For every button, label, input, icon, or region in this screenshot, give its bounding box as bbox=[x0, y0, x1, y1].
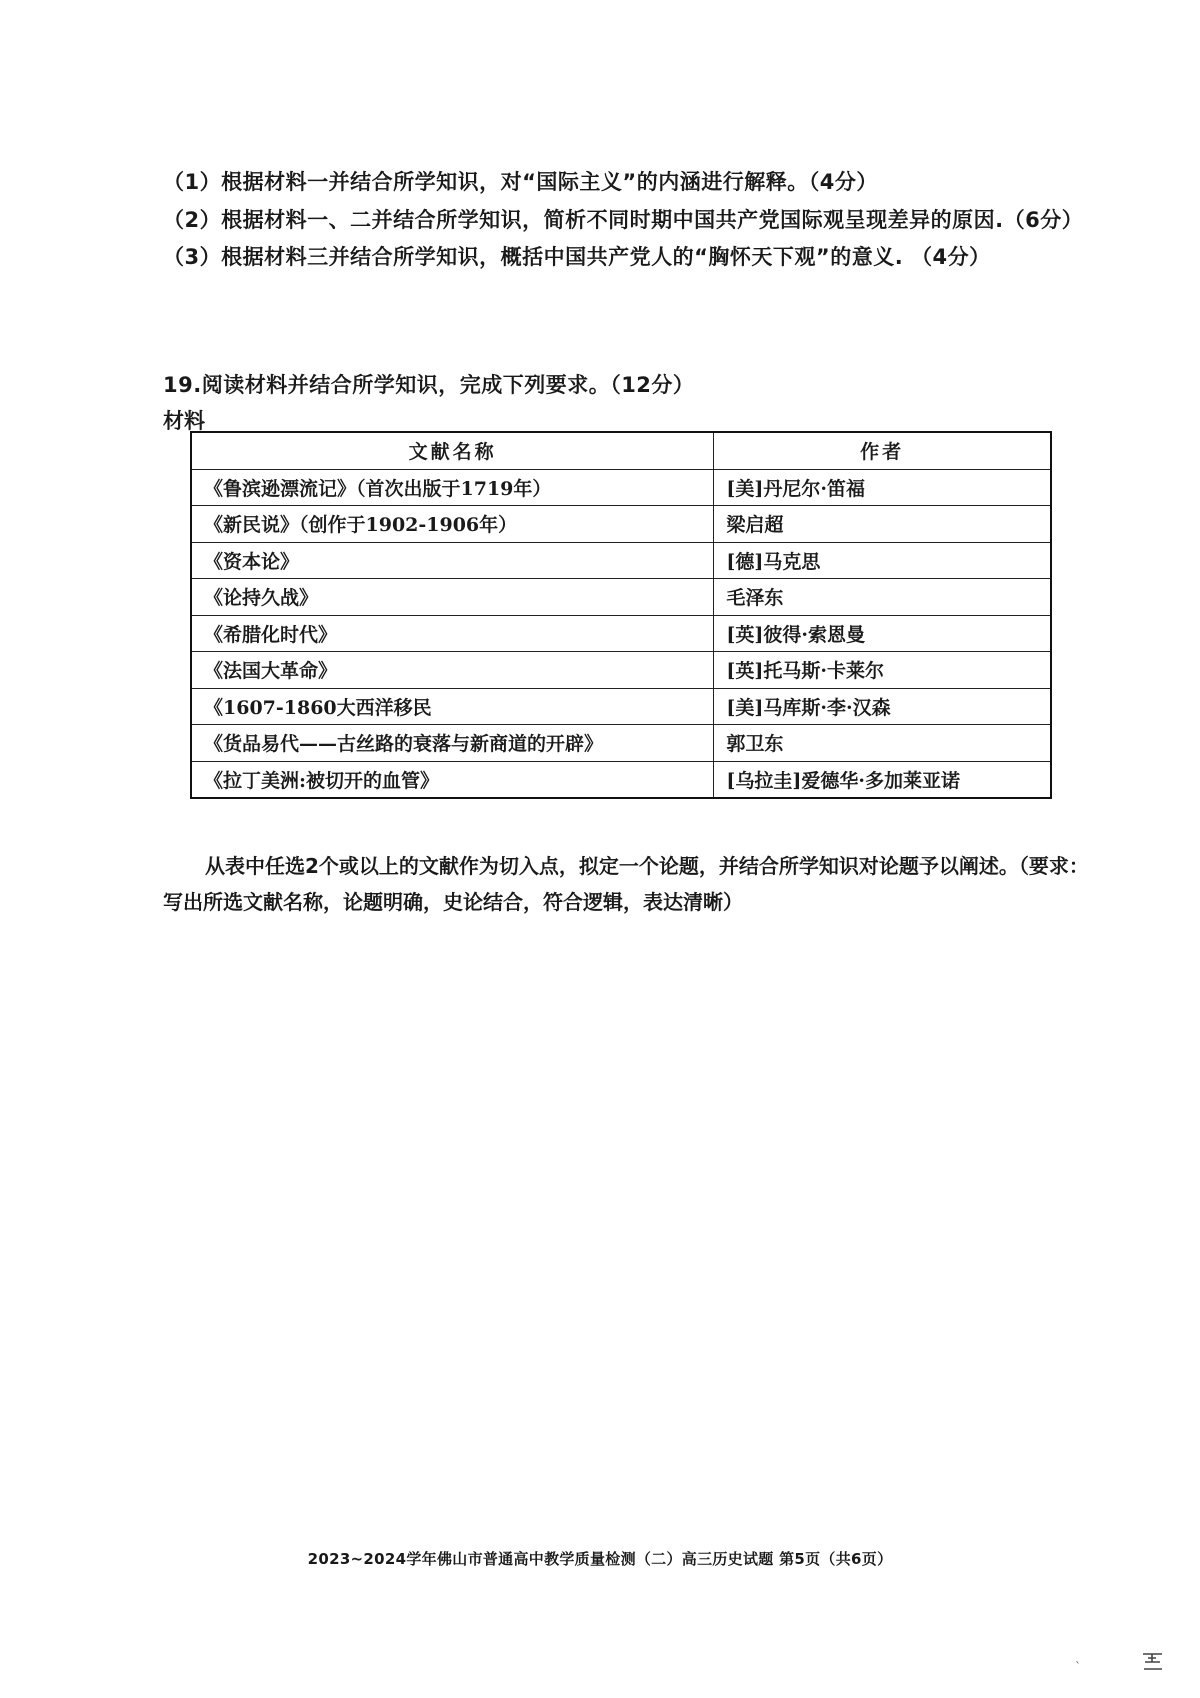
cell-author: 毛泽东 bbox=[714, 579, 1051, 616]
header-author: 作者 bbox=[714, 432, 1051, 469]
table-row bbox=[191, 469, 1051, 506]
table-row bbox=[191, 579, 1051, 616]
header-title: 文献名称 bbox=[191, 432, 714, 469]
question-19-title: 19.阅读材料并结合所学知识，完成下列要求。（12分） bbox=[163, 373, 695, 397]
cell-author: [德]马克思 bbox=[714, 542, 1051, 579]
cell-title: 《新民说》（创作于1902-1906年） bbox=[191, 506, 714, 543]
table-row bbox=[191, 688, 1051, 725]
cell-author: [美]丹尼尔·笛福 bbox=[714, 469, 1051, 506]
cell-title: 《1607-1860大西洋移民 bbox=[191, 688, 714, 725]
cell-title: 《鲁滨逊漂流记》（首次出版于1719年） bbox=[191, 469, 714, 506]
literature-table bbox=[190, 431, 1052, 799]
cell-author: [美]马库斯·李·汉森 bbox=[714, 688, 1051, 725]
table-header-row bbox=[191, 432, 1051, 469]
cell-author: [乌拉圭]爱德华·多加莱亚诺 bbox=[714, 761, 1051, 798]
page-footer: 2023~2024学年佛山市普通高中教学质量检测（二）高三历史试题 第5页（共6页） bbox=[307, 1550, 893, 1568]
cell-title: 《货品易代——古丝路的衰落与新商道的开辟》 bbox=[191, 725, 714, 762]
question-1: （1）根据材料一并结合所学知识，对“国际主义”的内涵进行解释。（4分） bbox=[163, 170, 878, 194]
cell-title: 《法国大革命》 bbox=[191, 652, 714, 689]
table-row bbox=[191, 761, 1051, 798]
question-2: （2）根据材料一、二并结合所学知识，简析不同时期中国共产党国际观呈现差异的原因.（6分） bbox=[163, 208, 1084, 232]
cell-author: 郭卫东 bbox=[714, 725, 1051, 762]
material-label: 材料 bbox=[163, 409, 205, 433]
cell-title: 《资本论》 bbox=[191, 542, 714, 579]
scan-speck: ˋ bbox=[1075, 1660, 1081, 1674]
table-row bbox=[191, 725, 1051, 762]
cell-author: 梁启超 bbox=[714, 506, 1051, 543]
table-row bbox=[191, 615, 1051, 652]
cell-author: [英]彼得·索恩曼 bbox=[714, 615, 1051, 652]
cell-title: 《论持久战》 bbox=[191, 579, 714, 616]
cell-title: 《希腊化时代》 bbox=[191, 615, 714, 652]
scan-mark-icon bbox=[1140, 1650, 1166, 1672]
table-row bbox=[191, 652, 1051, 689]
table-row bbox=[191, 542, 1051, 579]
cell-author: [英]托马斯·卡莱尔 bbox=[714, 652, 1051, 689]
question-19-instruction: 从表中任选2个或以上的文献作为切入点，拟定一个论题，并结合所学知识对论题予以阐述。（要求：写出所选文献名称，论题明确，史论结合，符合逻辑，表达清晰） bbox=[163, 854, 1089, 914]
table-row bbox=[191, 506, 1051, 543]
cell-title: 《拉丁美洲:被切开的血管》 bbox=[191, 761, 714, 798]
question-3: （3）根据材料三并结合所学知识，概括中国共产党人的“胸怀天下观”的意义. （4分） bbox=[163, 245, 991, 269]
